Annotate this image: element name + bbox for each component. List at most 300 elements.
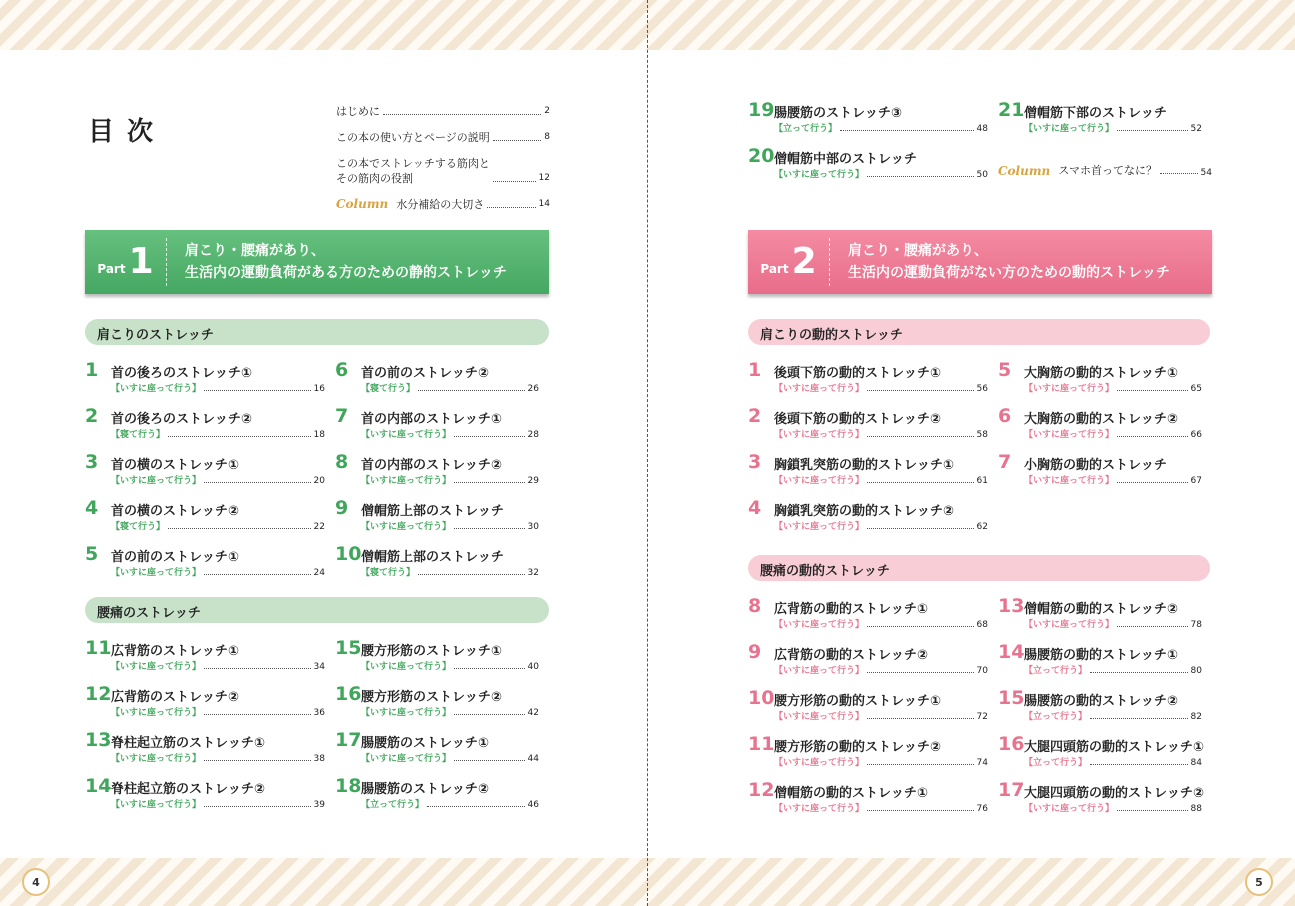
entry-number: 10 (335, 543, 362, 565)
entry-subline (774, 473, 988, 486)
entry-title: 腸腰筋の動的ストレッチ① (1024, 648, 1178, 663)
entry-title: 腰方形筋の動的ストレッチ① (774, 694, 941, 709)
entry-page: 88 (1190, 804, 1202, 814)
entry-position-tag: 【いすに座って行う】 (774, 476, 865, 486)
entry-position-tag: 【いすに座って行う】 (361, 754, 452, 764)
entry-position-tag: 【いすに座って行う】 (774, 758, 865, 768)
entry-page: 28 (527, 430, 539, 440)
toc-entry (85, 361, 335, 407)
entry-position-tag: 【寝て行う】 (111, 430, 166, 440)
entry-page: 30 (527, 522, 539, 532)
leader-dots (454, 668, 525, 669)
toc-entry (998, 735, 1212, 781)
part1-title: 肩こり・腰痛があり、 生活内の運動負荷がある方のための静的ストレッチ (185, 243, 507, 281)
entry-title: 大腿四頭筋の動的ストレッチ① (1024, 740, 1204, 755)
entry-position-tag: 【いすに座って行う】 (1024, 124, 1115, 134)
entry-title: 大胸筋の動的ストレッチ① (1024, 366, 1178, 381)
entry-subline (1024, 755, 1202, 768)
entry-position-tag: 【立って行う】 (1024, 758, 1088, 768)
section-shoulder-static: 肩こりのストレッチ (85, 319, 549, 345)
leader-dots (168, 528, 311, 529)
intro-entry-title: 水分補給の大切さ (396, 198, 485, 211)
toc-entry (748, 361, 998, 407)
entry-subline (361, 751, 539, 764)
entry-title: 首の後ろのストレッチ① (111, 366, 252, 381)
entry-subline (361, 427, 539, 440)
intro-entry (336, 156, 550, 186)
toc-entry (85, 777, 335, 823)
toc-entry (998, 361, 1212, 407)
entry-number: 6 (335, 359, 349, 381)
toc-entry (748, 781, 998, 827)
entry-subline (111, 381, 325, 394)
entry-title: 広背筋の動的ストレッチ① (774, 602, 928, 617)
toc-entry (85, 685, 335, 731)
part-number: 2 (791, 241, 817, 282)
entry-subline (774, 519, 988, 532)
entry-number: 4 (748, 497, 762, 519)
entry-subline (774, 709, 988, 722)
toc-title: 目 次 (88, 117, 156, 147)
leader-dots (1117, 626, 1188, 627)
entry-title: 首の内部のストレッチ① (361, 412, 502, 427)
entry-position-tag: 【いすに座って行う】 (1024, 476, 1115, 486)
entry-page: 16 (313, 384, 325, 394)
entry-title: 脊柱起立筋のストレッチ② (111, 782, 265, 797)
entry-position-tag: 【いすに座って行う】 (774, 170, 865, 180)
entry-page: 65 (1190, 384, 1202, 394)
entry-page: 38 (313, 754, 325, 764)
entry-number: 20 (748, 145, 775, 167)
entry-page: 78 (1190, 620, 1202, 630)
entry-title: 脊柱起立筋のストレッチ① (111, 736, 265, 751)
entry-subline (111, 473, 325, 486)
intro-entry-title: この本でストレッチする筋肉と その筋肉の役割 (336, 157, 490, 185)
entry-subline (774, 167, 988, 180)
column-title: スマホ首ってなに？ (1058, 164, 1158, 177)
part1-label (85, 238, 167, 286)
intro-entry-page: 2 (544, 106, 550, 116)
entry-position-tag: 【いすに座って行う】 (1024, 620, 1115, 630)
entry-position-tag: 【いすに座って行う】 (111, 662, 202, 672)
entry-number: 5 (998, 359, 1012, 381)
entry-position-tag: 【いすに座って行う】 (361, 662, 452, 672)
leader-dots (840, 130, 974, 131)
entry-position-tag: 【いすに座って行う】 (1024, 430, 1115, 440)
toc-entry (748, 147, 998, 193)
entry-number: 4 (85, 497, 99, 519)
part-number: 1 (128, 241, 154, 282)
entry-number: 21 (998, 99, 1025, 121)
leader-dots (867, 176, 974, 177)
toc-entry (748, 689, 998, 735)
leader-dots (418, 390, 525, 391)
entry-position-tag: 【いすに座って行う】 (774, 430, 865, 440)
entry-position-tag: 【いすに座って行う】 (774, 522, 865, 532)
entry-position-tag: 【寝て行う】 (361, 384, 416, 394)
part2-back-entries (748, 597, 1212, 827)
toc-entry (85, 731, 335, 777)
entry-position-tag: 【いすに座って行う】 (774, 712, 865, 722)
entry-subline (774, 381, 988, 394)
leader-dots (867, 764, 974, 765)
toc-entry (335, 731, 549, 777)
entry-subline (1024, 709, 1202, 722)
entry-subline (361, 659, 539, 672)
entry-title: 腰方形筋のストレッチ② (361, 690, 502, 705)
entry-page: 76 (976, 804, 988, 814)
entry-position-tag: 【いすに座って行う】 (774, 620, 865, 630)
toc-entry (748, 101, 998, 147)
toc-entry (335, 499, 549, 545)
section-back-static: 腰痛のストレッチ (85, 597, 549, 623)
entry-title: 首の内部のストレッチ② (361, 458, 502, 473)
entry-subline (361, 473, 539, 486)
leader-dots (204, 482, 311, 483)
entry-number: 13 (998, 595, 1025, 617)
entry-number: 12 (748, 779, 775, 801)
entry-page: 20 (313, 476, 325, 486)
part2-title: 肩こり・腰痛があり、 生活内の運動負荷がない方のための動的ストレッチ (848, 243, 1170, 281)
entry-number: 13 (85, 729, 112, 751)
entry-title: 腸腰筋の動的ストレッチ② (1024, 694, 1178, 709)
entry-title: 首の横のストレッチ② (111, 504, 239, 519)
entry-number: 18 (335, 775, 362, 797)
part2-shoulder-entries (748, 361, 1212, 545)
entry-position-tag: 【立って行う】 (1024, 712, 1088, 722)
entry-page: 74 (976, 758, 988, 768)
entry-page: 26 (527, 384, 539, 394)
entry-page: 61 (976, 476, 988, 486)
entry-title: 大胸筋の動的ストレッチ② (1024, 412, 1178, 427)
column-page: 54 (1200, 168, 1212, 178)
column-entry-smartphone-neck (998, 162, 1212, 178)
leader-dots (1117, 130, 1188, 131)
entry-title: 僧帽筋中部のストレッチ (774, 152, 917, 167)
entry-subline (774, 755, 988, 768)
entry-number: 15 (998, 687, 1025, 709)
entry-subline (361, 381, 539, 394)
intro-entry-page: 14 (538, 199, 550, 209)
entry-title: 首の横のストレッチ① (111, 458, 239, 473)
entry-subline (361, 519, 539, 532)
leader-dots (204, 760, 311, 761)
toc-entry (998, 453, 1212, 499)
leader-dots (867, 626, 974, 627)
entry-position-tag: 【いすに座って行う】 (1024, 804, 1115, 814)
entry-number: 8 (335, 451, 349, 473)
entry-number: 2 (85, 405, 99, 427)
leader-dots (204, 574, 311, 575)
entry-title: 大腿四頭筋の動的ストレッチ② (1024, 786, 1204, 801)
toc-entry (85, 639, 335, 685)
leader-dots (487, 207, 535, 208)
leader-dots (168, 436, 311, 437)
leader-dots (383, 114, 541, 115)
entry-title: 僧帽筋下部のストレッチ (1024, 106, 1167, 121)
entry-position-tag: 【いすに座って行う】 (111, 568, 202, 578)
entry-page: 29 (527, 476, 539, 486)
entry-number: 6 (998, 405, 1012, 427)
entry-subline (1024, 121, 1202, 134)
entry-page: 58 (976, 430, 988, 440)
entry-position-tag: 【いすに座って行う】 (774, 804, 865, 814)
entry-title: 僧帽筋上部のストレッチ (361, 504, 504, 519)
entry-subline (774, 617, 988, 630)
entry-number: 10 (748, 687, 775, 709)
toc-entry (748, 407, 998, 453)
entry-subline (1024, 663, 1202, 676)
entry-number: 14 (85, 775, 112, 797)
intro-list (336, 104, 550, 223)
leader-dots (1090, 718, 1188, 719)
entry-subline (111, 705, 325, 718)
entry-page: 48 (976, 124, 988, 134)
entry-page: 46 (527, 800, 539, 810)
toc-entry (85, 499, 335, 545)
entry-position-tag: 【いすに座って行う】 (111, 384, 202, 394)
entry-position-tag: 【いすに座って行う】 (111, 754, 202, 764)
column-label: Column (336, 197, 389, 211)
leader-dots (454, 714, 525, 715)
entry-position-tag: 【いすに座って行う】 (111, 476, 202, 486)
toc-entry (335, 639, 549, 685)
part-word: Part (760, 262, 789, 276)
entry-title: 首の前のストレッチ② (361, 366, 489, 381)
leader-dots (454, 760, 525, 761)
leader-dots (493, 140, 541, 141)
intro-entry-title: はじめに (336, 105, 380, 118)
entry-position-tag: 【いすに座って行う】 (361, 708, 452, 718)
leader-dots (204, 668, 311, 669)
entry-number: 15 (335, 637, 362, 659)
toc-entry (85, 407, 335, 453)
toc-entry (335, 407, 549, 453)
leader-dots (1090, 672, 1188, 673)
entry-number: 14 (998, 641, 1025, 663)
entry-subline (774, 801, 988, 814)
entry-title: 腸腰筋のストレッチ① (361, 736, 489, 751)
entry-subline (111, 659, 325, 672)
entry-page: 40 (527, 662, 539, 672)
entry-position-tag: 【寝て行う】 (361, 568, 416, 578)
entry-position-tag: 【いすに座って行う】 (111, 708, 202, 718)
entry-subline (774, 427, 988, 440)
page-fold-line (647, 0, 648, 906)
entry-number: 3 (748, 451, 762, 473)
leader-dots (454, 482, 525, 483)
entry-page: 84 (1190, 758, 1202, 768)
entry-subline (111, 751, 325, 764)
section-shoulder-dynamic: 肩こりの動的ストレッチ (748, 319, 1210, 345)
toc-entry (335, 545, 549, 591)
entry-title: 後頭下筋の動的ストレッチ② (774, 412, 941, 427)
entry-page: 44 (527, 754, 539, 764)
entry-number: 5 (85, 543, 99, 565)
toc-entry (998, 689, 1212, 735)
entry-title: 後頭下筋の動的ストレッチ① (774, 366, 941, 381)
leader-dots (454, 436, 525, 437)
intro-entry-page: 8 (544, 132, 550, 142)
entry-position-tag: 【いすに座って行う】 (1024, 384, 1115, 394)
entry-page: 80 (1190, 666, 1202, 676)
entry-number: 17 (335, 729, 362, 751)
entry-number: 7 (335, 405, 349, 427)
leader-dots (867, 672, 974, 673)
leader-dots (1117, 482, 1188, 483)
entry-page: 22 (313, 522, 325, 532)
entry-subline (1024, 801, 1202, 814)
intro-entry-page: 12 (538, 173, 550, 183)
entry-subline (1024, 381, 1202, 394)
entry-subline (1024, 473, 1202, 486)
leader-dots (867, 810, 974, 811)
entry-number: 1 (748, 359, 762, 381)
toc-entry (85, 453, 335, 499)
leader-dots (1117, 436, 1188, 437)
entry-subline (111, 565, 325, 578)
toc-entry (748, 643, 998, 689)
entry-title: 腸腰筋のストレッチ③ (774, 106, 902, 121)
entry-number: 16 (335, 683, 362, 705)
part1-shoulder-entries (85, 361, 549, 591)
entry-page: 34 (313, 662, 325, 672)
entry-title: 広背筋のストレッチ① (111, 644, 239, 659)
toc-entry (998, 101, 1212, 147)
entry-number: 16 (998, 733, 1025, 755)
entry-position-tag: 【いすに座って行う】 (361, 476, 452, 486)
entry-title: 広背筋のストレッチ② (111, 690, 239, 705)
part1-continued-entries (748, 101, 1212, 193)
leader-dots (1160, 173, 1198, 174)
leader-dots (867, 390, 974, 391)
leader-dots (204, 390, 311, 391)
entry-page: 72 (976, 712, 988, 722)
entry-page: 39 (313, 800, 325, 810)
entry-subline (361, 565, 539, 578)
entry-position-tag: 【いすに座って行う】 (361, 522, 452, 532)
intro-entry-title: この本の使い方とページの説明 (336, 131, 490, 144)
part1-back-entries (85, 639, 549, 823)
toc-entry (335, 361, 549, 407)
leader-dots (867, 436, 974, 437)
entry-page: 66 (1190, 430, 1202, 440)
leader-dots (204, 806, 311, 807)
entry-subline (774, 663, 988, 676)
entry-page: 70 (976, 666, 988, 676)
toc-entry (748, 735, 998, 781)
entry-subline (361, 705, 539, 718)
part2-label (748, 238, 830, 286)
entry-number: 1 (85, 359, 99, 381)
leader-dots (867, 528, 974, 529)
entry-number: 9 (748, 641, 762, 663)
entry-title: 腸腰筋のストレッチ② (361, 782, 489, 797)
leader-dots (867, 718, 974, 719)
entry-subline (1024, 427, 1202, 440)
intro-entry (336, 130, 550, 145)
page-number-left: 4 (22, 868, 50, 896)
toc-entry (748, 453, 998, 499)
toc-entry (998, 643, 1212, 689)
section-back-dynamic: 腰痛の動的ストレッチ (748, 555, 1210, 581)
entry-number: 2 (748, 405, 762, 427)
entry-subline (111, 797, 325, 810)
entry-position-tag: 【いすに座って行う】 (774, 666, 865, 676)
leader-dots (493, 181, 536, 182)
entry-number: 11 (748, 733, 775, 755)
leader-dots (1117, 810, 1188, 811)
entry-title: 僧帽筋の動的ストレッチ① (774, 786, 928, 801)
entry-number: 11 (85, 637, 112, 659)
leader-dots (204, 714, 311, 715)
entry-title: 広背筋の動的ストレッチ② (774, 648, 928, 663)
entry-page: 67 (1190, 476, 1202, 486)
toc-entry (335, 685, 549, 731)
entry-title: 僧帽筋の動的ストレッチ② (1024, 602, 1178, 617)
entry-title: 小胸筋の動的ストレッチ (1024, 458, 1167, 473)
page-number-right: 5 (1245, 868, 1273, 896)
entry-number: 17 (998, 779, 1025, 801)
toc-entry (85, 545, 335, 591)
leader-dots (454, 528, 525, 529)
leader-dots (427, 806, 525, 807)
toc-entry (998, 597, 1212, 643)
part-word: Part (97, 262, 126, 276)
toc-entry (748, 597, 998, 643)
toc-entry (335, 453, 549, 499)
toc-entry (998, 407, 1212, 453)
entry-title: 首の前のストレッチ① (111, 550, 239, 565)
entry-title: 胸鎖乳突筋の動的ストレッチ① (774, 458, 954, 473)
entry-subline (1024, 617, 1202, 630)
entry-title: 首の後ろのストレッチ② (111, 412, 252, 427)
entry-title: 僧帽筋上部のストレッチ (361, 550, 504, 565)
entry-subline (774, 121, 988, 134)
entry-title: 胸鎖乳突筋の動的ストレッチ② (774, 504, 954, 519)
leader-dots (418, 574, 525, 575)
entry-page: 82 (1190, 712, 1202, 722)
leader-dots (867, 482, 974, 483)
entry-page: 68 (976, 620, 988, 630)
part1-banner (85, 230, 549, 294)
entry-page: 18 (313, 430, 325, 440)
entry-number: 3 (85, 451, 99, 473)
leader-dots (1090, 764, 1188, 765)
entry-page: 32 (527, 568, 539, 578)
toc-entry (998, 781, 1212, 827)
entry-page: 62 (976, 522, 988, 532)
part2-banner (748, 230, 1212, 294)
entry-page: 50 (976, 170, 988, 180)
entry-subline (111, 519, 325, 532)
entry-number: 8 (748, 595, 762, 617)
intro-entry (336, 197, 550, 212)
entry-position-tag: 【立って行う】 (774, 124, 838, 134)
entry-page: 52 (1190, 124, 1202, 134)
toc-entry (748, 499, 998, 545)
entry-position-tag: 【いすに座って行う】 (774, 384, 865, 394)
toc-entry (335, 777, 549, 823)
entry-number: 19 (748, 99, 775, 121)
entry-position-tag: 【立って行う】 (1024, 666, 1088, 676)
entry-position-tag: 【立って行う】 (361, 800, 425, 810)
entry-title: 腰方形筋の動的ストレッチ② (774, 740, 941, 755)
entry-page: 56 (976, 384, 988, 394)
entry-title: 腰方形筋のストレッチ① (361, 644, 502, 659)
entry-page: 36 (313, 708, 325, 718)
intro-entry (336, 104, 550, 119)
